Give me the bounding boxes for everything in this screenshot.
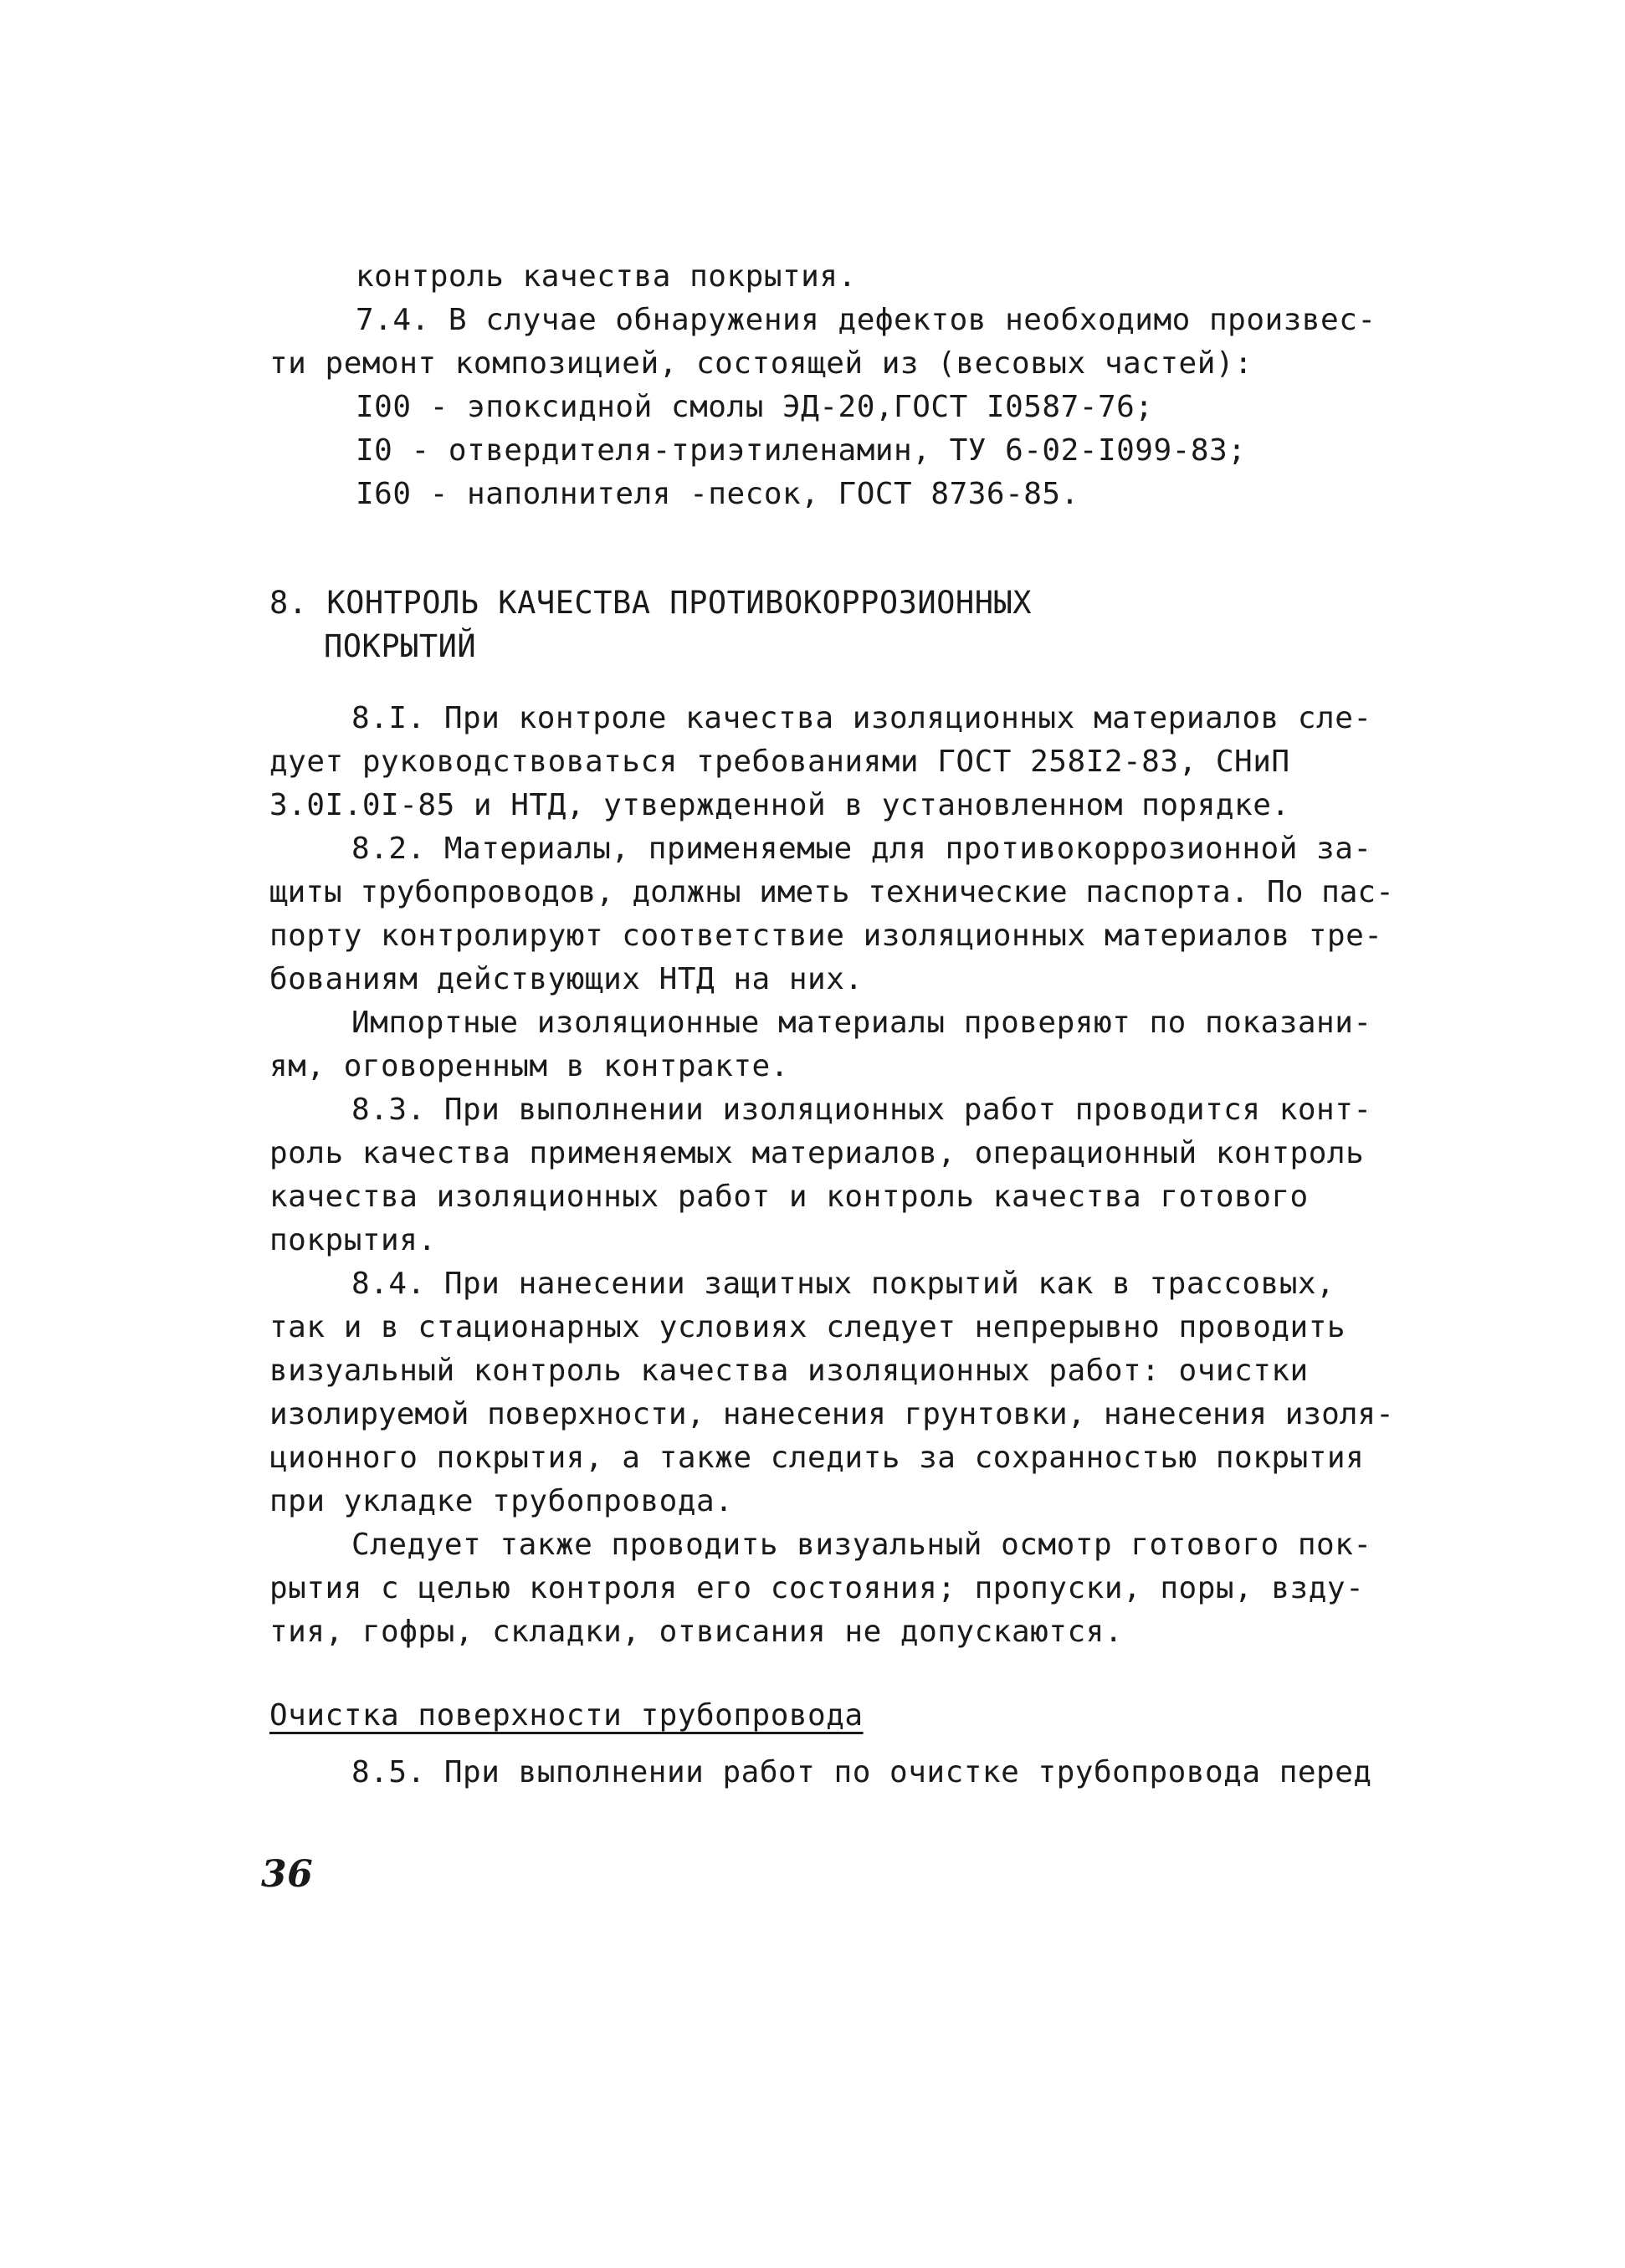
text-line: 8.3. При выполнении изоляционных работ проводится конт-: [351, 1093, 1372, 1127]
text-line: визуальный контроль качества изоляционных работ: очистки: [269, 1354, 1309, 1388]
text-line: Следует также проводить визуальный осмотр готового пок-: [351, 1528, 1372, 1562]
text-line: 3.0I.0I-85 и НТД, утвержденной в установленном порядке.: [269, 788, 1290, 822]
text-line: 8.4. При нанесении защитных покрытий как в трассовых,: [351, 1267, 1335, 1301]
text-line: I00 - эпоксидной смолы ЭД-20,ГОСТ I0587-76;: [356, 390, 1154, 424]
subsection-title: Очистка поверхности трубопровода: [269, 1698, 864, 1733]
text-line: I60 - наполнителя -песок, ГОСТ 8736-85.: [356, 477, 1079, 511]
text-line: 8.2. Материалы, применяемые для противокоррозионной за-: [351, 832, 1372, 866]
text-line: тия, гофры, складки, отвисания не допускаются.: [269, 1615, 1123, 1649]
text-line: ционного покрытия, а также следить за сохранностью покрытия: [269, 1441, 1365, 1475]
text-line: I0 - отвердителя-триэтиленамин, ТУ 6-02-I099-83;: [356, 433, 1247, 468]
text-line: 8.I. При контроле качества изоляционных материалов сле-: [351, 701, 1372, 735]
text-line: 7.4. В случае обнаружения дефектов необходимо произвес-: [356, 303, 1376, 337]
text-line: 8.5. При выполнении работ по очистке трубопровода перед: [351, 1755, 1372, 1789]
text-line: роль качества применяемых материалов, операционный контроль: [269, 1136, 1365, 1170]
section-heading: ПОКРЫТИЙ: [324, 628, 477, 664]
text-line: ям, оговоренным в контракте.: [269, 1049, 789, 1083]
text-line: щиты трубопроводов, должны иметь технические паспорта. По пас-: [269, 875, 1394, 909]
section-heading: 8. КОНТРОЛЬ КАЧЕСТВА ПРОТИВОКОРРОЗИОННЫХ: [269, 585, 1033, 621]
text-line: контроль качества покрытия.: [356, 259, 857, 294]
text-line: дует руководствоваться требованиями ГОСТ 258I2-83, СНиП: [269, 745, 1290, 779]
text-line: Импортные изоляционные материалы проверяют по показани-: [351, 1006, 1372, 1040]
text-line: порту контролируют соответствие изоляционных материалов тре-: [269, 919, 1383, 953]
text-line: так и в стационарных условиях следует непрерывно проводить: [269, 1310, 1346, 1344]
text-line: ти ремонт композицией, состоящей из (весовых частей):: [269, 346, 1253, 381]
text-line: при укладке трубопровода.: [269, 1484, 734, 1518]
text-line: качества изоляционных работ и контроль качества готового: [269, 1180, 1309, 1214]
page-number: 36: [261, 1853, 314, 1896]
text-line: рытия с целью контроля его состояния; пропуски, поры, взду-: [269, 1571, 1365, 1605]
text-line: бованиям действующих НТД на них.: [269, 962, 864, 996]
text-line: покрытия.: [269, 1223, 437, 1257]
text-line: изолируемой поверхности, нанесения грунтовки, нанесения изоля-: [269, 1397, 1394, 1431]
